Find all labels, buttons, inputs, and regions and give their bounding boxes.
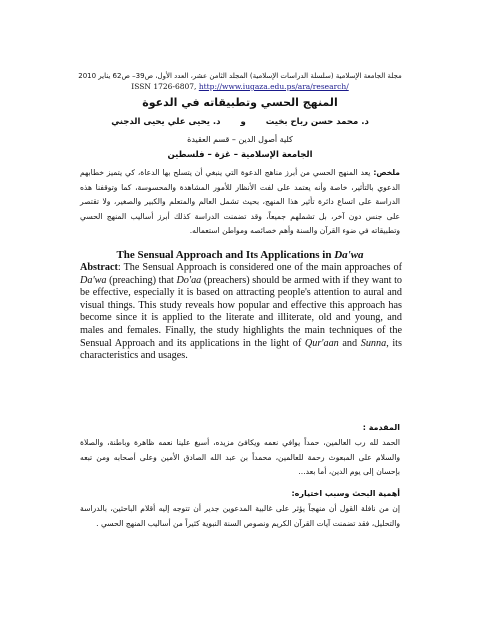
english-title: [60, 248, 420, 262]
english-title-italic: Da'wa: [334, 249, 364, 261]
abstract-italic-3: Qur'aan: [304, 337, 339, 349]
intro-heading: المقدمة :: [362, 423, 400, 432]
arabic-abstract-text: يعد المنهج الحسي من أبرز مناهج الدعوة التي ينبغي أن يتسلح بها الدعاة، كي يتميز خطابهم الدعوي بالتأثير، خاصة وأنه يعتمد على لفت الأنظار للأمور المشاهدة والمحسوسة، كما وتوقفنا هذه الدراسة على اتساع دائرة تأثير هذا المنهج، بحيث تشمل العالم والمتعلم والكبير والصغير، ولا تقتصر على جنس دون آخر، بل تشملهم جميعاً، وقد تضمنت الدراسة كذلك أبرز أساليب المنهج الحسي وتطبيقاته في ضوء القرآن والسنة وأهم خصائصه ومواطن استعماله.: [80, 168, 400, 235]
author-1: د. محمد حسن رباح بخيت: [265, 117, 369, 127]
intro-paragraph: الحمد لله رب العالمين، حمداً يوافي نعمه ويكافئ مزيده، أسبغ علينا نعمه ظاهرة وباطنة، والصلاة والسلام على المبعوث رحمة للعالمين، محمداً بن عبد الله الصادق الأمين وعلى أصحابه ومن تبعه بإحسان إلى يوم الدين، أما بعد...: [80, 438, 400, 476]
abstract-text-1: : The Sensual Approach is considered one of the main approaches of: [117, 262, 402, 273]
importance-paragraph: إن من نافلة القول أن منهجاً يؤثر على غالبية المدعوين جدير أن تتوجه إليه أقلام الباحثين، بالدراسة والتحليل، فقد تضمنت آيات القرآن الكريم ونصوص السنة النبوية كثيراً من أساليب المنهج الحسي .: [80, 504, 400, 528]
english-abstract: [80, 262, 402, 363]
college-affiliation: كلية أصول الدين – قسم العقيدة: [187, 135, 293, 144]
english-abstract-label: Abstract: [80, 262, 118, 273]
abstract-text-2: (preaching) that: [106, 274, 177, 286]
arabic-title: المنهج الحسي وتطبيقاته في الدعوة: [142, 96, 338, 109]
issn-line: [30, 82, 450, 92]
abstract-italic-4: Sunna: [360, 337, 387, 349]
importance-heading: أهمية البحث وسبب اختياره:: [291, 489, 400, 498]
abstract-text-5: , its characteristics and usages.: [80, 337, 402, 362]
journal-citation: مجلة الجامعة الإسلامية (سلسلة الدراسات الإسلامية) المجلد الثامن عشر، العدد الأول، ص39– ص62 يناير 2010: [78, 72, 402, 80]
author-connector: و: [240, 117, 246, 127]
authors-line: [40, 116, 440, 128]
arabic-abstract: [80, 166, 400, 239]
author-2: د. يحيى علي يحيى الدجني: [111, 117, 221, 127]
issn-text: ISSN 1726-6807,: [131, 82, 197, 91]
english-title-main: The Sensual Approach and Its Applications in: [116, 249, 335, 261]
arabic-abstract-label: ملخص:: [373, 168, 400, 177]
university-affiliation: الجامعة الإسلامية – غزة – فلسطين: [167, 150, 313, 160]
abstract-text-4: and: [338, 337, 361, 349]
abstract-italic-2: Do'aa: [176, 274, 202, 286]
abstract-text-3: (preachers) should be armed with if they want to be effective, especially it is based on attracting people's attention to aural and visual things. This study reveals how popular and effective this approach has become since it is applied to the literate and illiterate, old and young, and males and females. Finally, the study highlights the main techniques of the Sensual Approach and its applications in the light of: [80, 274, 402, 349]
abstract-italic-1: Da'wa: [80, 274, 107, 286]
journal-url-link[interactable]: http://www.iugaza.edu.ps/ara/research/: [198, 82, 349, 91]
